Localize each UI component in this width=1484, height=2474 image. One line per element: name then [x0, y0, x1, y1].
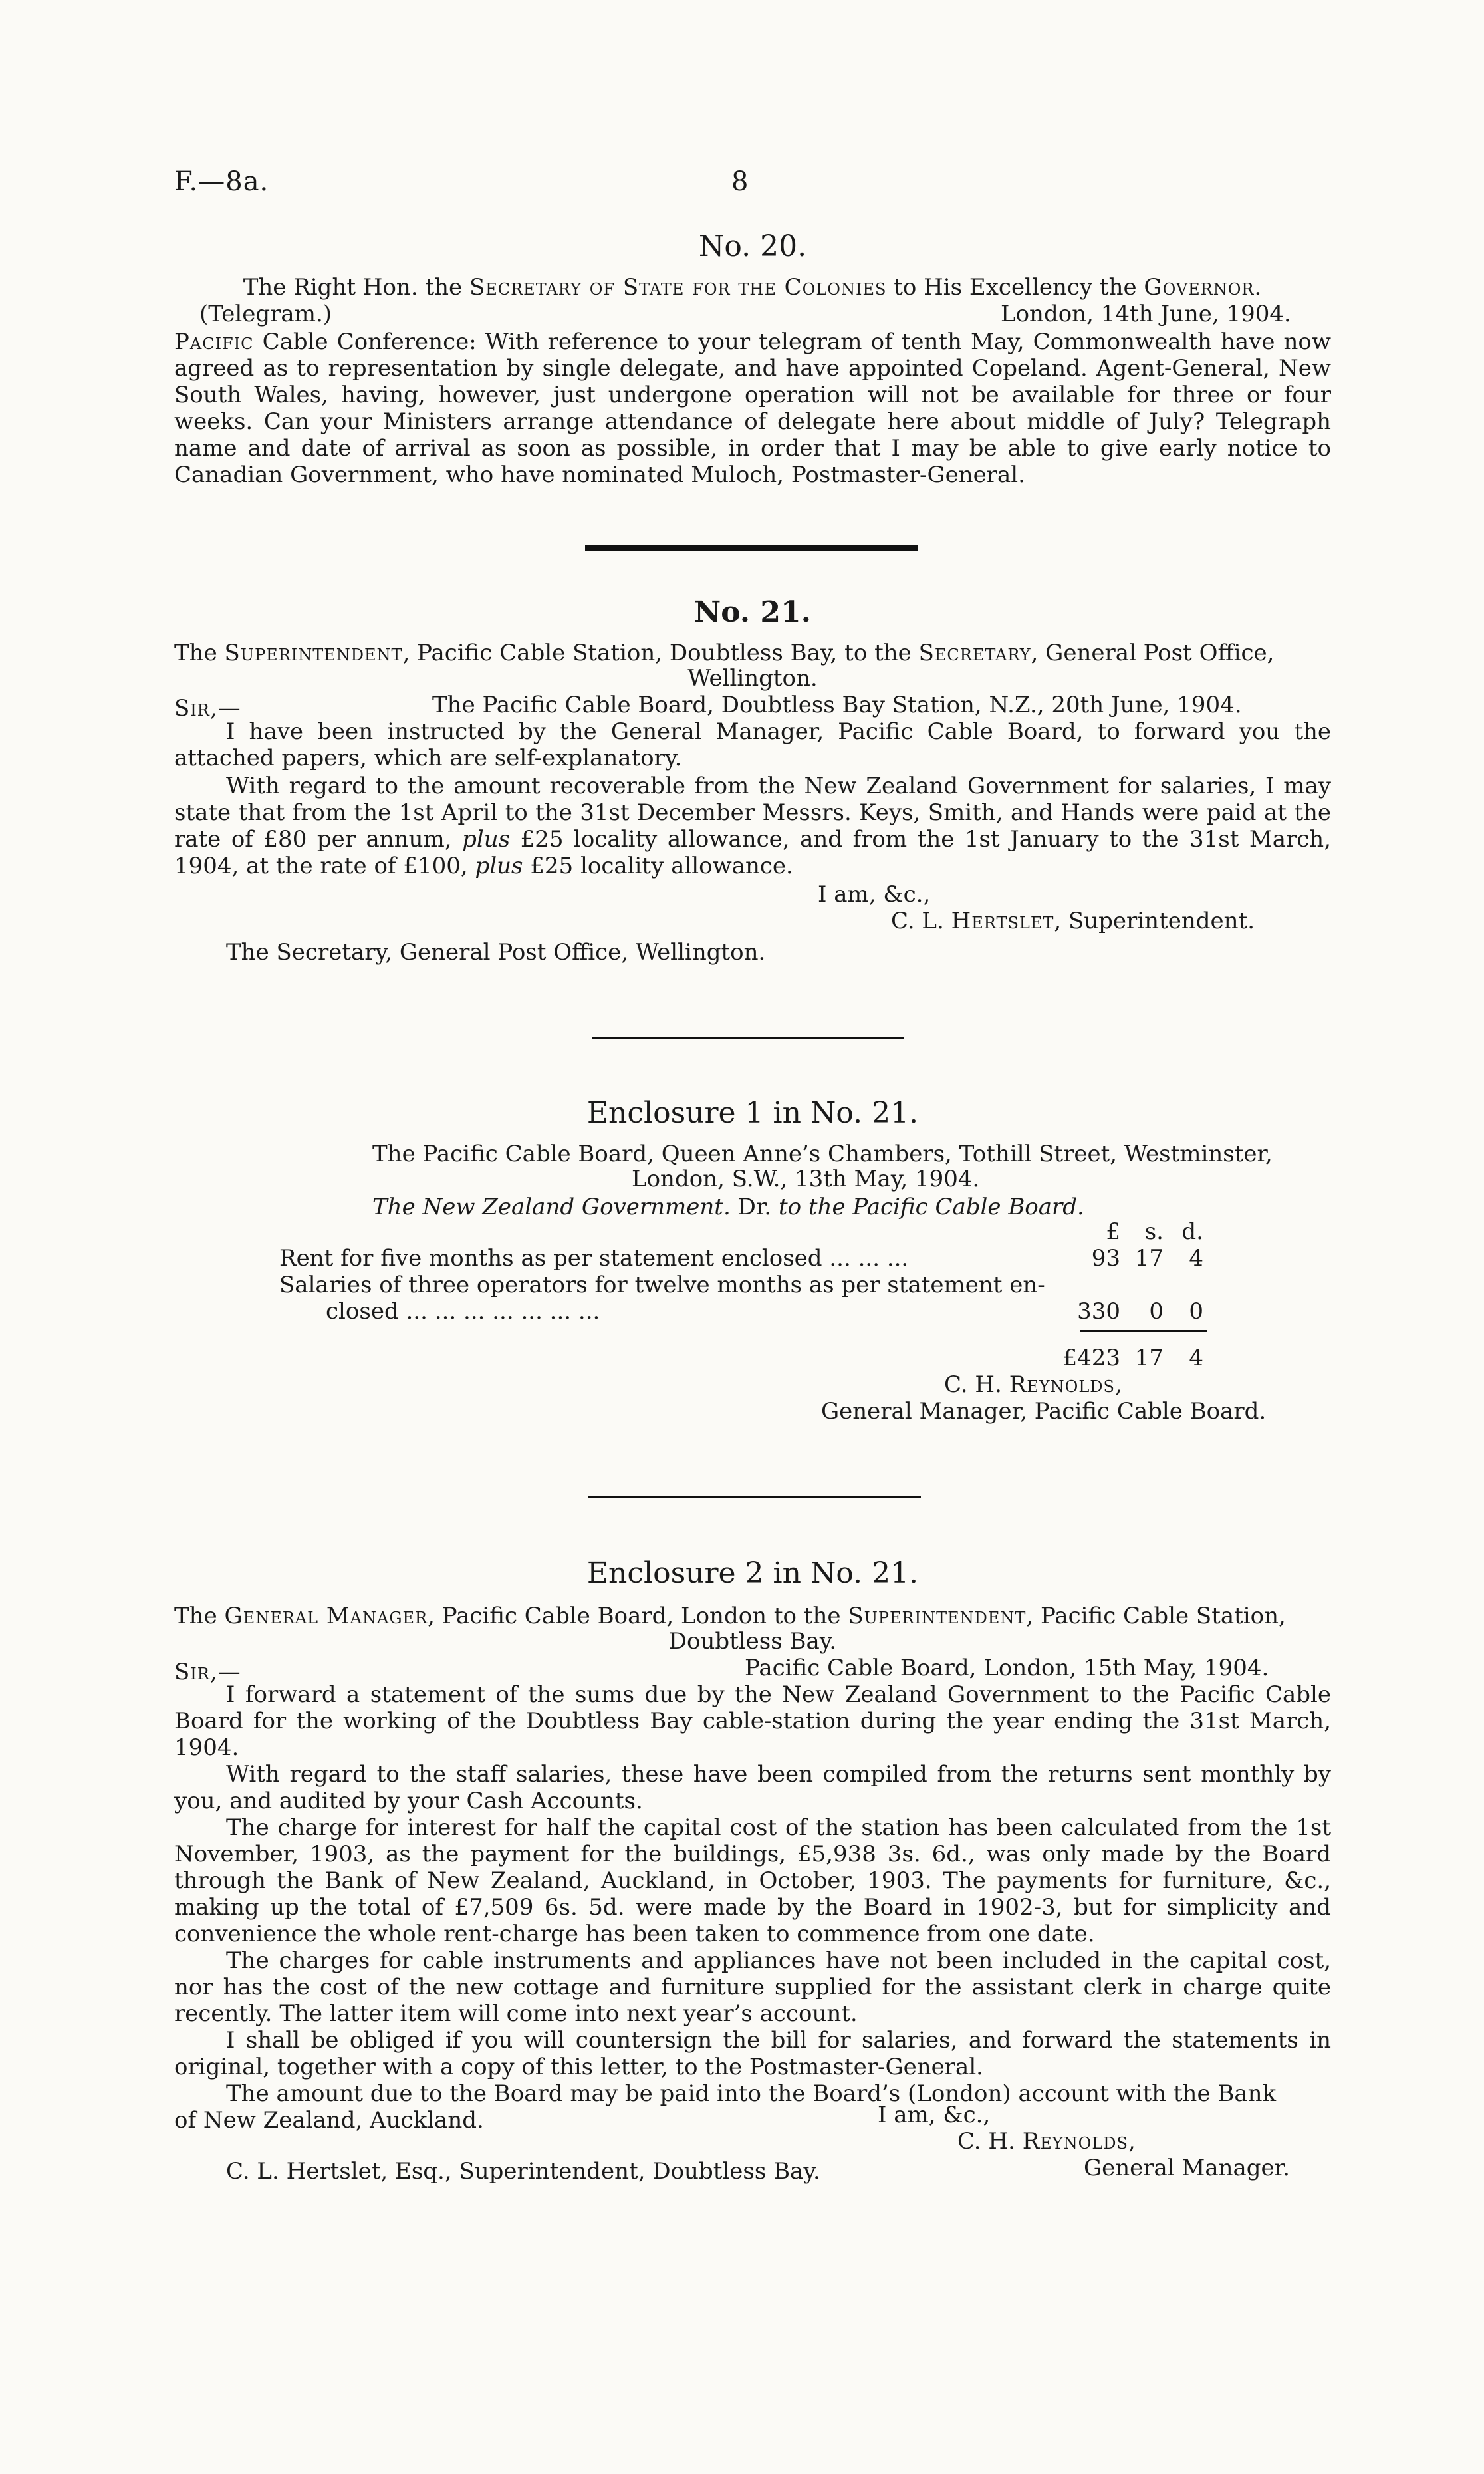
from-title: General Manager	[224, 1603, 428, 1629]
enc2-para6-line2: of New Zealand, Auckland.	[174, 2107, 484, 2133]
enc1-item-rent-shillings: 17	[1134, 1245, 1164, 1272]
enc1-item-salaries-label2: closed ... ... ... ... ... ... ...	[326, 1298, 600, 1325]
account-dr: Dr.	[730, 1194, 779, 1220]
enc1-item-salaries-pounds: 330	[1077, 1298, 1120, 1325]
no21-salutation: Sir,—	[174, 695, 241, 722]
enc2-heading: Enclosure 2 in No. 21.	[586, 1556, 919, 1590]
to-title: Superintendent	[848, 1603, 1027, 1629]
currency-pence-header: d.	[1181, 1218, 1203, 1245]
account-debtor: The New Zealand Government.	[372, 1194, 731, 1220]
no21-para2	[174, 773, 1331, 879]
para-text: £25 locality allowance.	[523, 853, 793, 879]
enc2-signature	[957, 2128, 1136, 2155]
no20-body	[174, 329, 1331, 488]
enc2-para1: I forward a statement of the sums due by the New Zealand Government to the Pacific Cable Board for the working of the Doubtless Bay cable-station during the year ending the 31st March, 1904.	[174, 1681, 1331, 1761]
signature-title: , Superintendent.	[1054, 908, 1255, 934]
enc2-para2: With regard to the staff salaries, these have been compiled from the returns sent monthly by you, and audited by your Cash Accounts.	[174, 1761, 1331, 1814]
from-to-text: , Pacific Cable Station, Doubtless Bay, to the	[402, 640, 919, 666]
total-rule	[1080, 1330, 1207, 1332]
signature-name: Reynolds,	[1022, 2128, 1136, 2155]
signature-initials: C. H.	[957, 2128, 1023, 2155]
enc1-signature	[944, 1371, 1123, 1398]
para-text: With regard to the amount recoverable from the New Zealand Government for salaries, I may state that from the 1st April to the 31st December Messrs. Keys, Smith, and Hands were paid at the rate of £80 per annum,	[174, 773, 1331, 853]
enc1-address-line1: The Pacific Cable Board, Queen Anne’s Chambers, Tothill Street, Westminster,	[372, 1141, 1273, 1167]
signature-initials: C. L.	[891, 908, 951, 934]
from-to-text: The	[174, 1603, 225, 1629]
from-to-text: , Pacific Cable Board, London to the	[428, 1603, 848, 1629]
currency-pounds-header: £	[1106, 1218, 1120, 1245]
from-to-text: to His Excellency the	[886, 274, 1144, 301]
body-lead: Pacific	[174, 329, 254, 355]
enc2-salutation: Sir,—	[174, 1659, 241, 1685]
enc1-item-rent-pounds: 93	[1091, 1245, 1120, 1272]
enc1-heading: Enclosure 1 in No. 21.	[586, 1096, 919, 1130]
no21-closing: I am, &c.,	[818, 881, 931, 908]
enc1-item-salaries-shillings: 0	[1149, 1298, 1164, 1325]
enc2-para3: The charge for interest for half the capital cost of the station has been calculated from the 1st November, 1903, as the payment for the buildings, £5,938 3s. 6d., was only made by the Board through the Bank of New Zealand, Auckland, in October, 1903. The payments for furniture, &c., making up the total of £7,509 6s. 5d. were made by the Board in 1902-3, but for simplicity and convenience the whole rent-charge has been taken to commence from one date.	[174, 1814, 1331, 1947]
enc2-from-to-line2: Doubtless Bay.	[668, 1628, 837, 1655]
from-to-text: The	[174, 640, 225, 666]
enc1-item-salaries-pence: 0	[1189, 1298, 1203, 1325]
enc2-closing: I am, &c.,	[878, 2102, 991, 2128]
enc1-item-rent-label: Rent for five months as per statement enclosed ... ... ...	[279, 1245, 909, 1272]
page-number: 8	[731, 166, 749, 197]
enc2-place-date: Pacific Cable Board, London, 15th May, 1904.	[745, 1655, 1269, 1681]
from-title: Superintendent	[224, 640, 403, 666]
para-italic: plus	[475, 853, 523, 879]
enc2-addressee: C. L. Hertslet, Esq., Superintendent, Doubtless Bay.	[226, 2158, 820, 2185]
signature-initials: C. H.	[944, 1371, 1009, 1398]
para-text: £25 locality allowance, and from the 1st January to the 31st March, 1904, at the rate of £100,	[174, 826, 1331, 879]
from-to-text: , Pacific Cable Station,	[1026, 1603, 1286, 1629]
enc1-signature-title: General Manager, Pacific Cable Board.	[821, 1398, 1267, 1425]
enc2-para4: The charges for cable instruments and appliances have not been included in the capital cost, nor has the cost of the new cottage and furniture supplied for the assistant clerk in charge quite recently. The latter item will come into next year’s account.	[174, 1947, 1331, 2027]
enc1-address-line2: London, S.W., 13th May, 1904.	[632, 1166, 980, 1192]
enc1-item-rent-pence: 4	[1189, 1245, 1203, 1272]
no21-from-to-line2: Wellington.	[687, 665, 818, 692]
enc1-total-shillings: 17	[1134, 1345, 1164, 1371]
signature-name: Hertslet	[951, 908, 1054, 934]
section-divider	[588, 1496, 921, 1498]
no20-place-date: London, 14th June, 1904.	[1001, 301, 1291, 327]
enc2-signature-title: General Manager.	[1084, 2155, 1290, 2181]
no20-telegram-label: (Telegram.)	[199, 301, 332, 327]
no21-place-date: The Pacific Cable Board, Doubtless Bay Station, N.Z., 20th June, 1904.	[432, 692, 1242, 718]
from-to-text: The Right Hon. the	[243, 274, 469, 301]
no20-from-to	[174, 274, 1331, 301]
enc1-total-pence: 4	[1189, 1345, 1203, 1371]
section-divider	[592, 1037, 904, 1039]
no21-signature	[891, 908, 1255, 934]
para-italic: plus	[462, 826, 511, 853]
enc1-item-salaries-label: Salaries of three operators for twelve months as per statement en-	[279, 1272, 1045, 1298]
no21-addressee: The Secretary, General Post Office, Wellington.	[226, 939, 766, 966]
no20-heading: No. 20.	[698, 229, 807, 263]
from-title: Secretary of State for the Colonies	[469, 274, 887, 301]
currency-shillings-header: s.	[1144, 1218, 1164, 1245]
signature-name: Reynolds,	[1009, 1371, 1123, 1398]
page-code: F.—8a.	[174, 166, 269, 197]
no21-para1: I have been instructed by the General Manager, Pacific Cable Board, to forward you the attached papers, which are self-explanatory.	[174, 718, 1331, 771]
body-text: Cable Conference: With reference to your telegram of tenth May, Commonwealth have now agreed as to representation by single delegate, and have appointed Copeland. Agent-General, New South Wales, having, however, just undergone operation will not be available for three or four weeks. Can your Ministers arrange attendance of delegate here about middle of July? Telegraph name and date of arrival as soon as possible, in order that I may be able to give early notice to Canadian Government, who have nominated Muloch, Postmaster-General.	[174, 329, 1331, 488]
enc2-para6-line1: The amount due to the Board may be paid into the Board’s (London) account with the Bank	[226, 2080, 1277, 2107]
enc1-total-pounds: £423	[1062, 1345, 1120, 1371]
to-title: Governor.	[1144, 274, 1263, 301]
enc2-from-to	[174, 1603, 1331, 1629]
no21-from-to	[174, 640, 1331, 666]
account-creditor: to the Pacific Cable Board.	[778, 1194, 1084, 1220]
enc1-account-line	[372, 1194, 1084, 1220]
no21-heading: No. 21.	[694, 595, 811, 629]
from-to-text: , General Post Office,	[1031, 640, 1275, 666]
enc2-para5: I shall be obliged if you will countersign the bill for salaries, and forward the statements in original, together with a copy of this letter, to the Postmaster-General.	[174, 2027, 1331, 2080]
to-title: Secretary	[918, 640, 1031, 666]
section-divider-thick	[585, 545, 918, 551]
